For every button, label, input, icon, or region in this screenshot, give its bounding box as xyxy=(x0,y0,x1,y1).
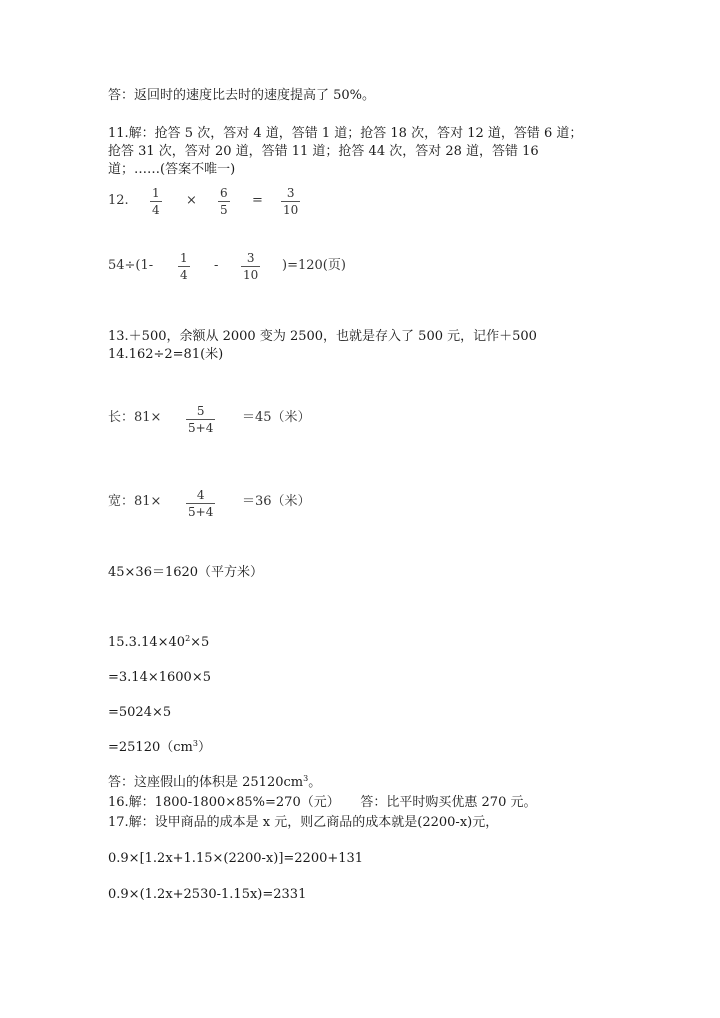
width-fraction-denominator: 5+4 xyxy=(188,505,214,519)
q17-line-2: 0.9×[1.2x+1.15×(2200-x)]=2200+131 xyxy=(108,851,364,866)
q16-line: 16.解：1800-1800×85%=270（元） 答：比平时购买优惠 270 元。 xyxy=(108,795,537,810)
q12-fraction-3-denominator: 10 xyxy=(283,203,299,217)
pages-fraction-1-denominator: 4 xyxy=(180,268,188,282)
q12-fraction-2-denominator: 5 xyxy=(220,203,228,217)
q12-times-sign: × xyxy=(186,193,197,208)
length-suffix: ＝45（米） xyxy=(242,410,311,425)
q12-fraction-1 xyxy=(150,186,162,217)
length-fraction xyxy=(186,404,215,435)
pages-fraction-1-numerator: 1 xyxy=(180,251,188,265)
q15-step-4-pre: =25120（cm xyxy=(108,740,193,755)
width-suffix: ＝36（米） xyxy=(242,494,311,509)
q12-fraction-3-numerator: 3 xyxy=(286,186,295,200)
pages-fraction-2-denominator: 10 xyxy=(243,268,259,282)
pages-fraction-1 xyxy=(178,251,190,282)
pages-fraction-2-numerator: 3 xyxy=(246,251,255,265)
area-line: 45×36＝1620（平方米） xyxy=(108,565,264,580)
pages-suffix: )=120(页) xyxy=(282,258,346,273)
q15-step-2: =3.14×1600×5 xyxy=(108,670,211,685)
q15-step-1-post: ×5 xyxy=(190,635,210,650)
q17-line-1: 17.解：设甲商品的成本是 x 元，则乙商品的成本就是(2200-x)元， xyxy=(108,815,499,830)
pages-fraction-2 xyxy=(241,251,260,282)
q15-answer-exponent: 3 xyxy=(303,774,309,783)
q12-equals-sign: = xyxy=(252,193,263,208)
q15-step-4 xyxy=(108,740,211,756)
q15-step-1-pre: 15.3.14×40 xyxy=(108,635,186,650)
width-fraction-numerator: 4 xyxy=(196,488,205,502)
q15-answer xyxy=(108,775,321,791)
q12-fraction-1-numerator: 1 xyxy=(152,186,160,200)
q15-step-1-exponent: 2 xyxy=(185,634,191,643)
answer-speed-line: 答：返回时的速度比去时的速度提高了 50%。 xyxy=(108,88,376,103)
length-prefix: 长：81× xyxy=(108,410,162,425)
q15-answer-pre: 答：这座假山的体积是 25120cm xyxy=(108,775,304,790)
q12-fraction-2-numerator: 6 xyxy=(220,186,228,200)
q15-step-4-exponent: 3 xyxy=(192,739,198,748)
pages-prefix: 54÷(1- xyxy=(108,258,154,273)
q12-fraction-2 xyxy=(218,186,230,217)
q12-label: 12. xyxy=(108,193,129,208)
q15-step-3: =5024×5 xyxy=(108,705,172,720)
q11-line-3: 道；……(答案不唯一) xyxy=(108,162,236,177)
q12-fraction-3 xyxy=(281,186,300,217)
q14-line: 14.162÷2=81(米) xyxy=(108,347,224,362)
q15-step-1 xyxy=(108,635,209,651)
width-fraction xyxy=(186,488,215,519)
q15-answer-post: 。 xyxy=(308,775,322,790)
length-fraction-numerator: 5 xyxy=(196,404,205,418)
q12-fraction-1-denominator: 4 xyxy=(152,203,160,217)
q17-line-3: 0.9×(1.2x+2530-1.15x)=2331 xyxy=(108,887,307,902)
q15-step-4-post: ） xyxy=(197,740,211,755)
width-prefix: 宽：81× xyxy=(108,494,162,509)
length-fraction-denominator: 5+4 xyxy=(188,421,214,435)
pages-minus-sign: - xyxy=(214,258,219,273)
q11-line-1: 11.解：抢答 5 次，答对 4 道，答错 1 道；抢答 18 次，答对 12 道，答错 6 道； xyxy=(108,126,583,141)
q11-line-2: 抢答 31 次，答对 20 道，答错 11 道；抢答 44 次，答对 28 道，答错 16 xyxy=(108,144,539,159)
q13-line: 13.＋500，余额从 2000 变为 2500，也就是存入了 500 元，记作＋500 xyxy=(108,329,537,344)
